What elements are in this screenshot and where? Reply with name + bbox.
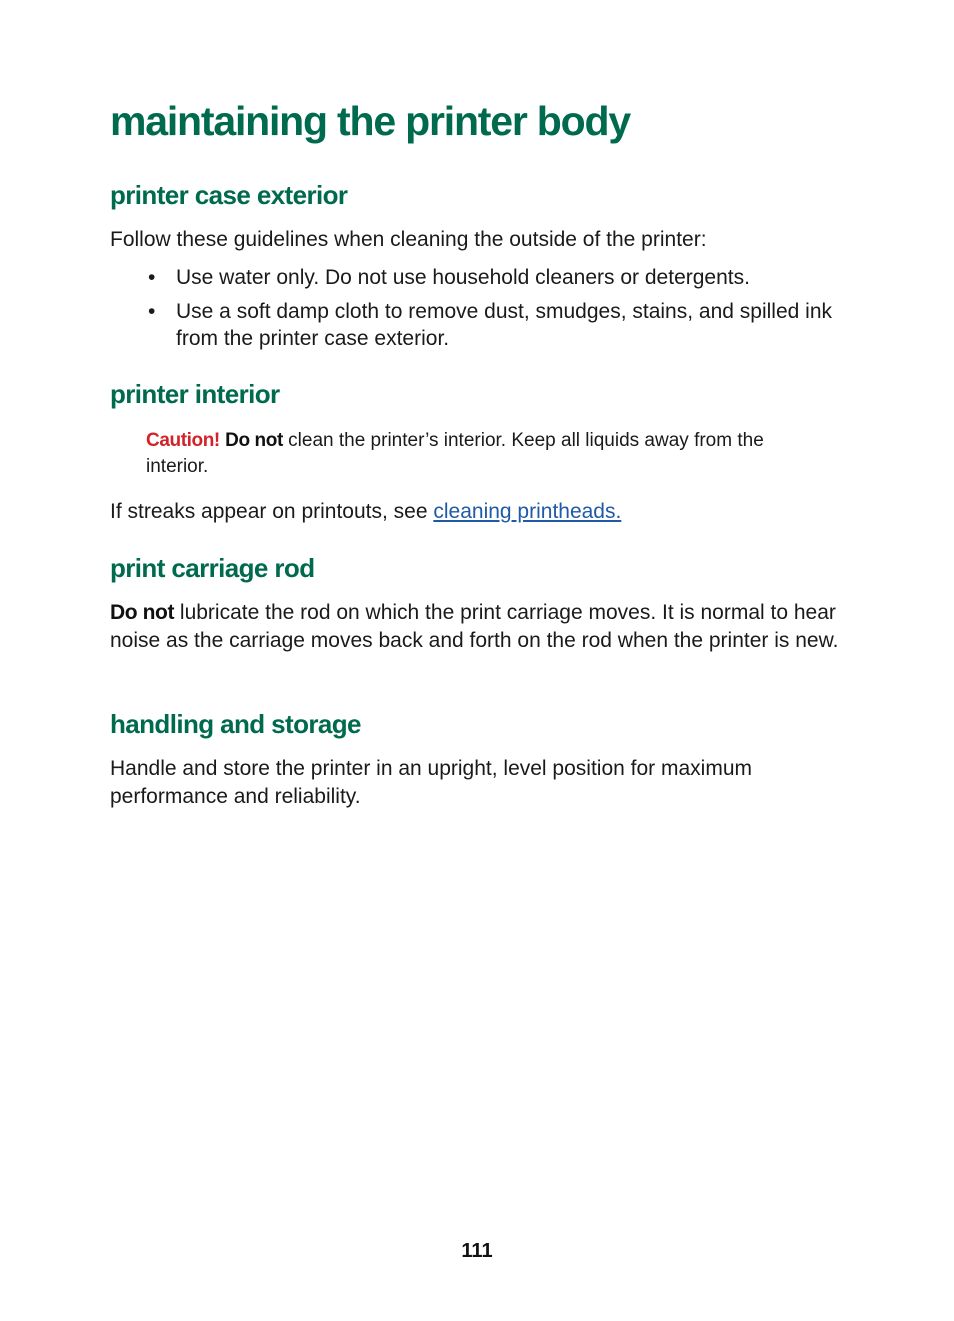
streaks-paragraph bbox=[110, 498, 850, 526]
list-item bbox=[148, 264, 848, 292]
section-heading-storage: handling and storage bbox=[110, 709, 361, 739]
bullet-icon: • bbox=[148, 266, 156, 289]
cleaning-printheads-link[interactable]: cleaning printheads. bbox=[433, 500, 622, 523]
section-heading-interior: printer interior bbox=[110, 379, 280, 409]
exterior-intro: Follow these guidelines when cleaning the outside of the printer: bbox=[110, 228, 707, 251]
section-heading-exterior: printer case exterior bbox=[110, 180, 348, 210]
caution-text: clean the printer’s interior. Keep all liquids away from the interior. bbox=[146, 430, 764, 477]
exterior-guidelines-list bbox=[148, 264, 848, 359]
section-heading-carriage: print carriage rod bbox=[110, 553, 315, 583]
list-item-text: Use water only. Do not use household cleaners or detergents. bbox=[176, 266, 750, 289]
caution-note bbox=[146, 428, 786, 480]
streaks-text: If streaks appear on printouts, see bbox=[110, 500, 434, 523]
page-title: maintaining the printer body bbox=[110, 98, 630, 144]
carriage-paragraph bbox=[110, 599, 850, 654]
page-number: 111 bbox=[461, 1240, 493, 1262]
carriage-emphasis: Do not bbox=[110, 601, 175, 624]
storage-paragraph: Handle and store the printer in an upright, level position for maximum performance and reliability. bbox=[110, 757, 752, 808]
carriage-text: lubricate the rod on which the print carriage moves. It is normal to hear noise as the carriage moves back and forth on the rod when the printer is new. bbox=[110, 601, 839, 652]
caution-label: Caution! bbox=[146, 430, 220, 451]
list-item bbox=[148, 298, 848, 353]
caution-emphasis: Do not bbox=[225, 430, 283, 451]
bullet-icon: • bbox=[148, 299, 156, 323]
list-item-text: Use a soft damp cloth to remove dust, smudges, stains, and spilled ink from the printer case exterior. bbox=[176, 299, 832, 350]
